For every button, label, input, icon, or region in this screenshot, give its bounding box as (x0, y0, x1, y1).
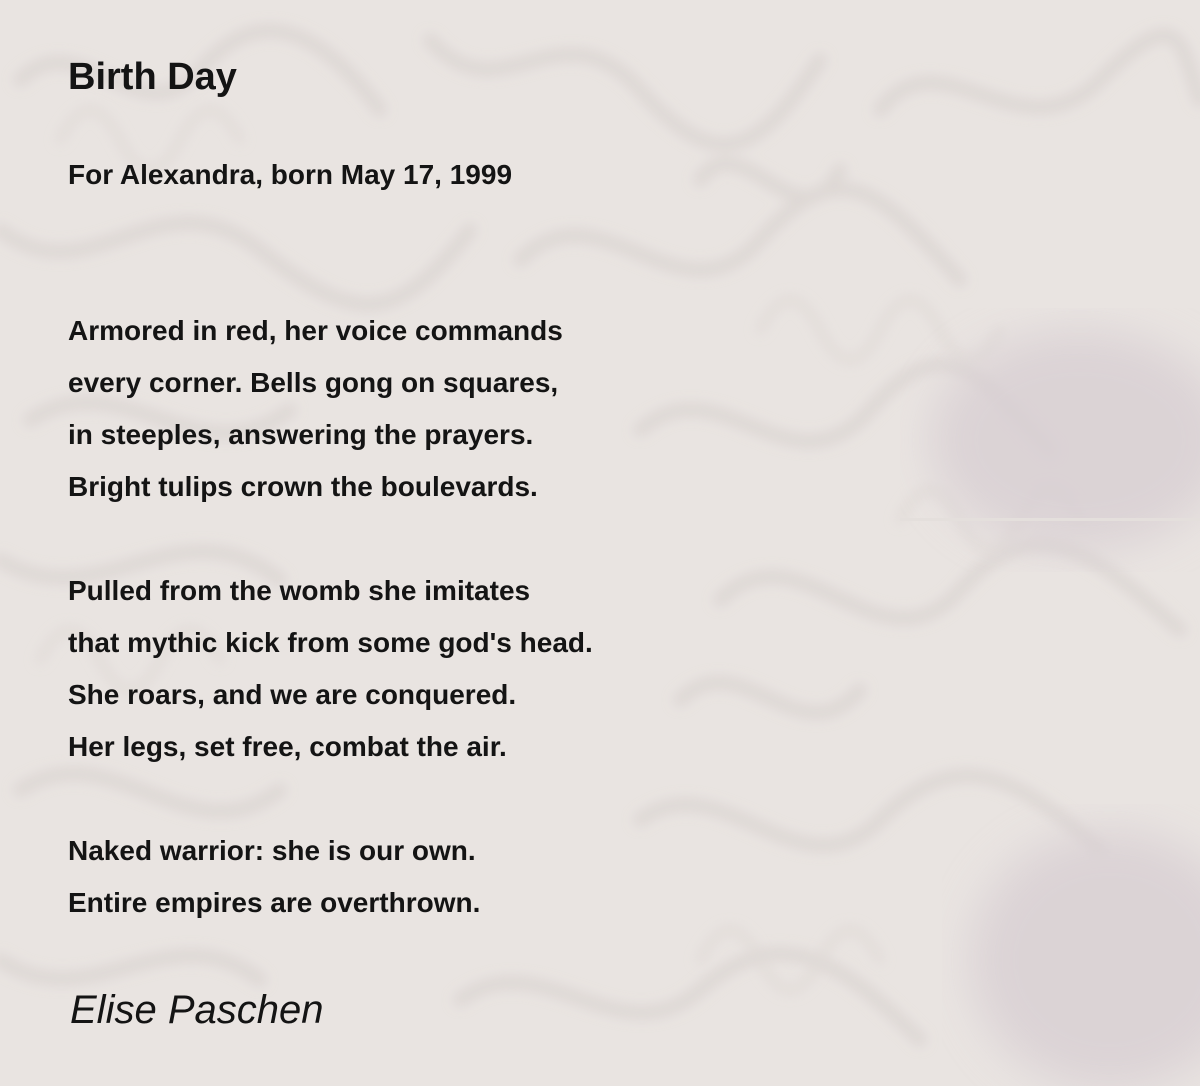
poem-title: Birth Day (68, 56, 237, 98)
poem-line: that mythic kick from some god's head. (68, 627, 593, 658)
stanza-2 (68, 565, 593, 773)
poem-line: Entire empires are overthrown. (68, 887, 481, 918)
stanza-1 (68, 305, 563, 513)
poem-line: Her legs, set free, combat the air. (68, 731, 507, 762)
poem-line: Pulled from the womb she imitates (68, 575, 531, 606)
poem-line: Armored in red, her voice commands (68, 315, 563, 346)
poem-line: in steeples, answering the prayers. (68, 419, 534, 450)
poem-line: every corner. Bells gong on squares, (68, 367, 559, 398)
stanza-3 (68, 825, 480, 929)
poem-line: She roars, and we are conquered. (68, 679, 517, 710)
poem-dedication: For Alexandra, born May 17, 1999 (68, 159, 513, 190)
poem-line: Bright tulips crown the boulevards. (68, 471, 538, 502)
poem-line: Naked warrior: she is our own. (68, 835, 476, 866)
poem-author: Elise Paschen (70, 988, 324, 1032)
